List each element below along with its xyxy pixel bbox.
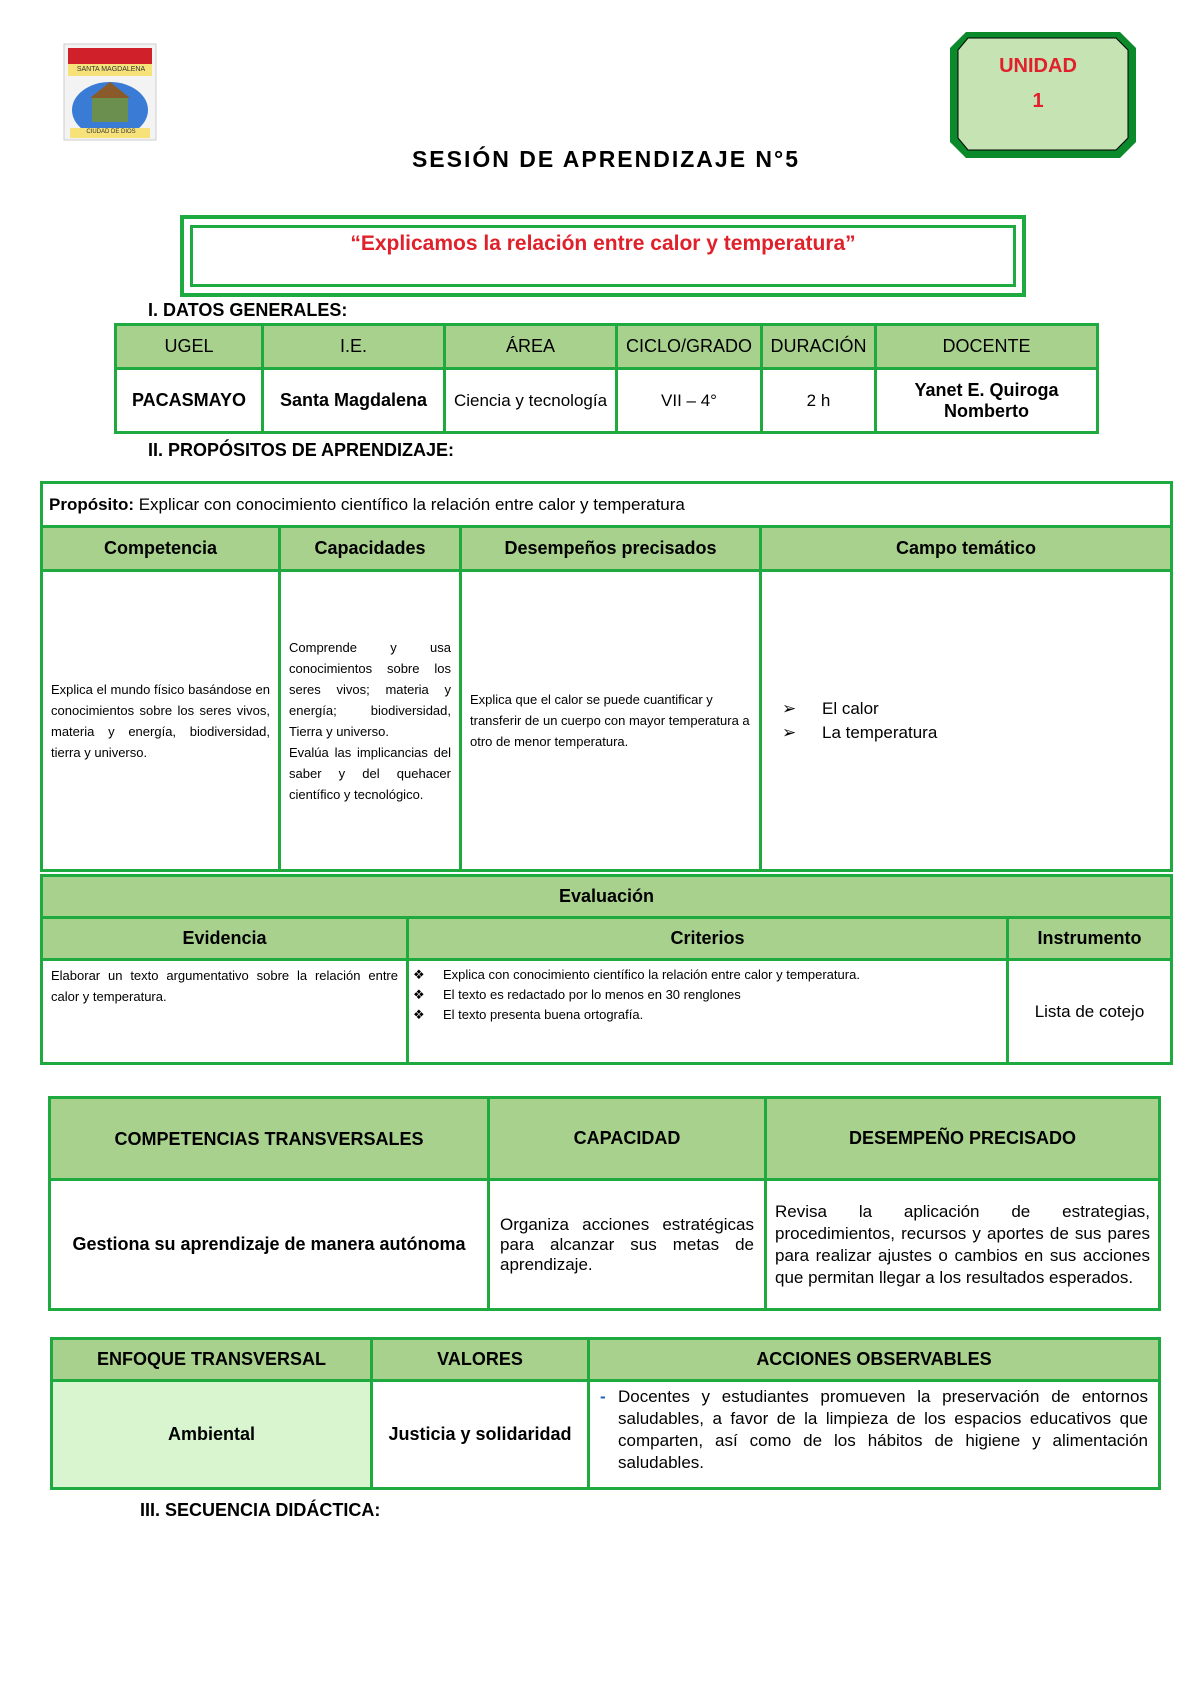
unit-label: UNIDAD — [999, 55, 1077, 77]
header-capacidad: CAPACIDAD — [489, 1098, 766, 1180]
acciones-text: Docentes y estudiantes promueven la preservación de entornos saludables, a favor de la limpieza de los espacios educativos que comparten, así como de los hábitos de higiene y alimentación saludables. — [618, 1387, 1148, 1472]
campo-item: ➢ La temperatura — [782, 721, 1164, 745]
arrow-icon: ➢ — [782, 722, 797, 742]
acciones-cell — [589, 1381, 1160, 1489]
valores-cell: Justicia y solidaridad — [372, 1381, 589, 1489]
capacidades-cell — [280, 571, 461, 871]
evaluacion-header: Evaluación — [42, 876, 1172, 918]
value-ciclo: VII – 4° — [617, 369, 762, 433]
criterio-item: ❖ El texto es redactado por lo menos en 30 renglones — [413, 985, 1002, 1005]
header-competencia: Competencia — [42, 527, 280, 571]
diamond-bullet-icon: ❖ — [413, 1007, 425, 1022]
header-desempenos: Desempeños precisados — [461, 527, 761, 571]
header-enfoque: ENFOQUE TRANSVERSAL — [52, 1339, 372, 1381]
value-docente: Yanet E. Quiroga Nomberto — [876, 369, 1098, 433]
capacidad-2: Evalúa las implicancias del saber y del quehacer científico y tecnológico. — [289, 744, 451, 802]
section3-heading: III. SECUENCIA DIDÁCTICA: — [140, 1500, 381, 1520]
instrumento-cell: Lista de cotejo — [1008, 960, 1172, 1064]
competencias-transversales-table — [48, 1096, 1161, 1311]
criterios-list — [413, 965, 1002, 1025]
acciones-item — [600, 1386, 1148, 1474]
enfoque-transversal-table — [50, 1337, 1161, 1490]
value-area: Ciencia y tecnología — [445, 369, 617, 433]
criterio-item: ❖ Explica con conocimiento científico la relación entre calor y temperatura. — [413, 965, 1002, 985]
campo-item: ➢ El calor — [782, 697, 1164, 721]
header-ciclo: CICLO/GRADO — [617, 325, 762, 369]
header-duracion: DURACIÓN — [762, 325, 876, 369]
competencia-cell: Explica el mundo físico basándose en conocimientos sobre los seres vivos, materia y energía, biodiversidad, tierra y universo. — [42, 571, 280, 871]
purpose-row — [42, 483, 1172, 527]
section1-heading: I. DATOS GENERALES: — [148, 300, 348, 320]
header-capacidades: Capacidades — [280, 527, 461, 571]
evidencia-cell: Elaborar un texto argumentativo sobre la relación entre calor y temperatura. — [42, 960, 408, 1064]
evaluacion-table — [40, 874, 1173, 1065]
logo-text-top: SANTA MAGDALENA — [76, 66, 146, 73]
header-docente: DOCENTE — [876, 325, 1098, 369]
enfoque-cell: Ambiental — [52, 1381, 372, 1489]
criterios-cell — [408, 960, 1008, 1064]
competencia-transversal-cell: Gestiona su aprendizaje de manera autónoma — [50, 1180, 489, 1310]
propositos-table — [40, 481, 1173, 872]
diamond-bullet-icon: ❖ — [413, 967, 425, 982]
theme-text: “Explicamos la relación entre calor y temperatura” — [350, 232, 856, 255]
purpose-text: Explicar con conocimiento científico la relación entre calor y temperatura — [134, 494, 685, 514]
dash-bullet: - — [600, 1387, 606, 1406]
arrow-icon: ➢ — [782, 698, 797, 718]
theme-box — [180, 215, 1026, 297]
criterio-item: ❖ El texto presenta buena ortografía. — [413, 1005, 1002, 1025]
capacidad-transversal-cell: Organiza acciones estratégicas para alcanzar sus metas de aprendizaje. — [489, 1180, 766, 1310]
session-title: SESIÓN DE APRENDIZAJE N°5 — [411, 146, 801, 172]
header-desempeno-precisado: DESEMPEÑO PRECISADO — [766, 1098, 1160, 1180]
header-evidencia: Evidencia — [42, 918, 408, 960]
value-ugel: PACASMAYO — [116, 369, 263, 433]
capacidad-1: Comprende y usa conocimientos sobre los seres vivos; materia y energía; biodiversidad, Tierra y universo. — [289, 639, 451, 739]
header-ugel: UGEL — [116, 325, 263, 369]
desempeno-transversal-cell: Revisa la aplicación de estrategias, procedimientos, recursos y aportes de sus pares para realizar ajustes o cambios en sus acciones que permitan llegar a los resultados esperados. — [766, 1180, 1160, 1310]
header-criterios: Criterios — [408, 918, 1008, 960]
campo-cell — [761, 571, 1172, 871]
header-acciones: ACCIONES OBSERVABLES — [589, 1339, 1160, 1381]
purpose-label: Propósito: — [49, 494, 134, 514]
header-campo: Campo temático — [761, 527, 1172, 571]
campo-list — [768, 697, 1164, 745]
header-valores: VALORES — [372, 1339, 589, 1381]
header-area: ÁREA — [445, 325, 617, 369]
unit-number: 1 — [1032, 90, 1044, 112]
value-duracion: 2 h — [762, 369, 876, 433]
value-ie: Santa Magdalena — [263, 369, 445, 433]
header-ie: I.E. — [263, 325, 445, 369]
diamond-bullet-icon: ❖ — [413, 987, 425, 1002]
header-instrumento: Instrumento — [1008, 918, 1172, 960]
logo-text-bottom: CIUDAD DE DIOS — [86, 129, 136, 135]
datos-generales-table — [114, 323, 1099, 434]
desempeno-cell: Explica que el calor se puede cuantificar y transferir de un cuerpo con mayor temperatura a otro de menor temperatura. — [461, 571, 761, 871]
section2-heading: II. PROPÓSITOS DE APRENDIZAJE: — [148, 440, 455, 460]
header-competencias-transversales: COMPETENCIAS TRANSVERSALES — [50, 1098, 489, 1180]
